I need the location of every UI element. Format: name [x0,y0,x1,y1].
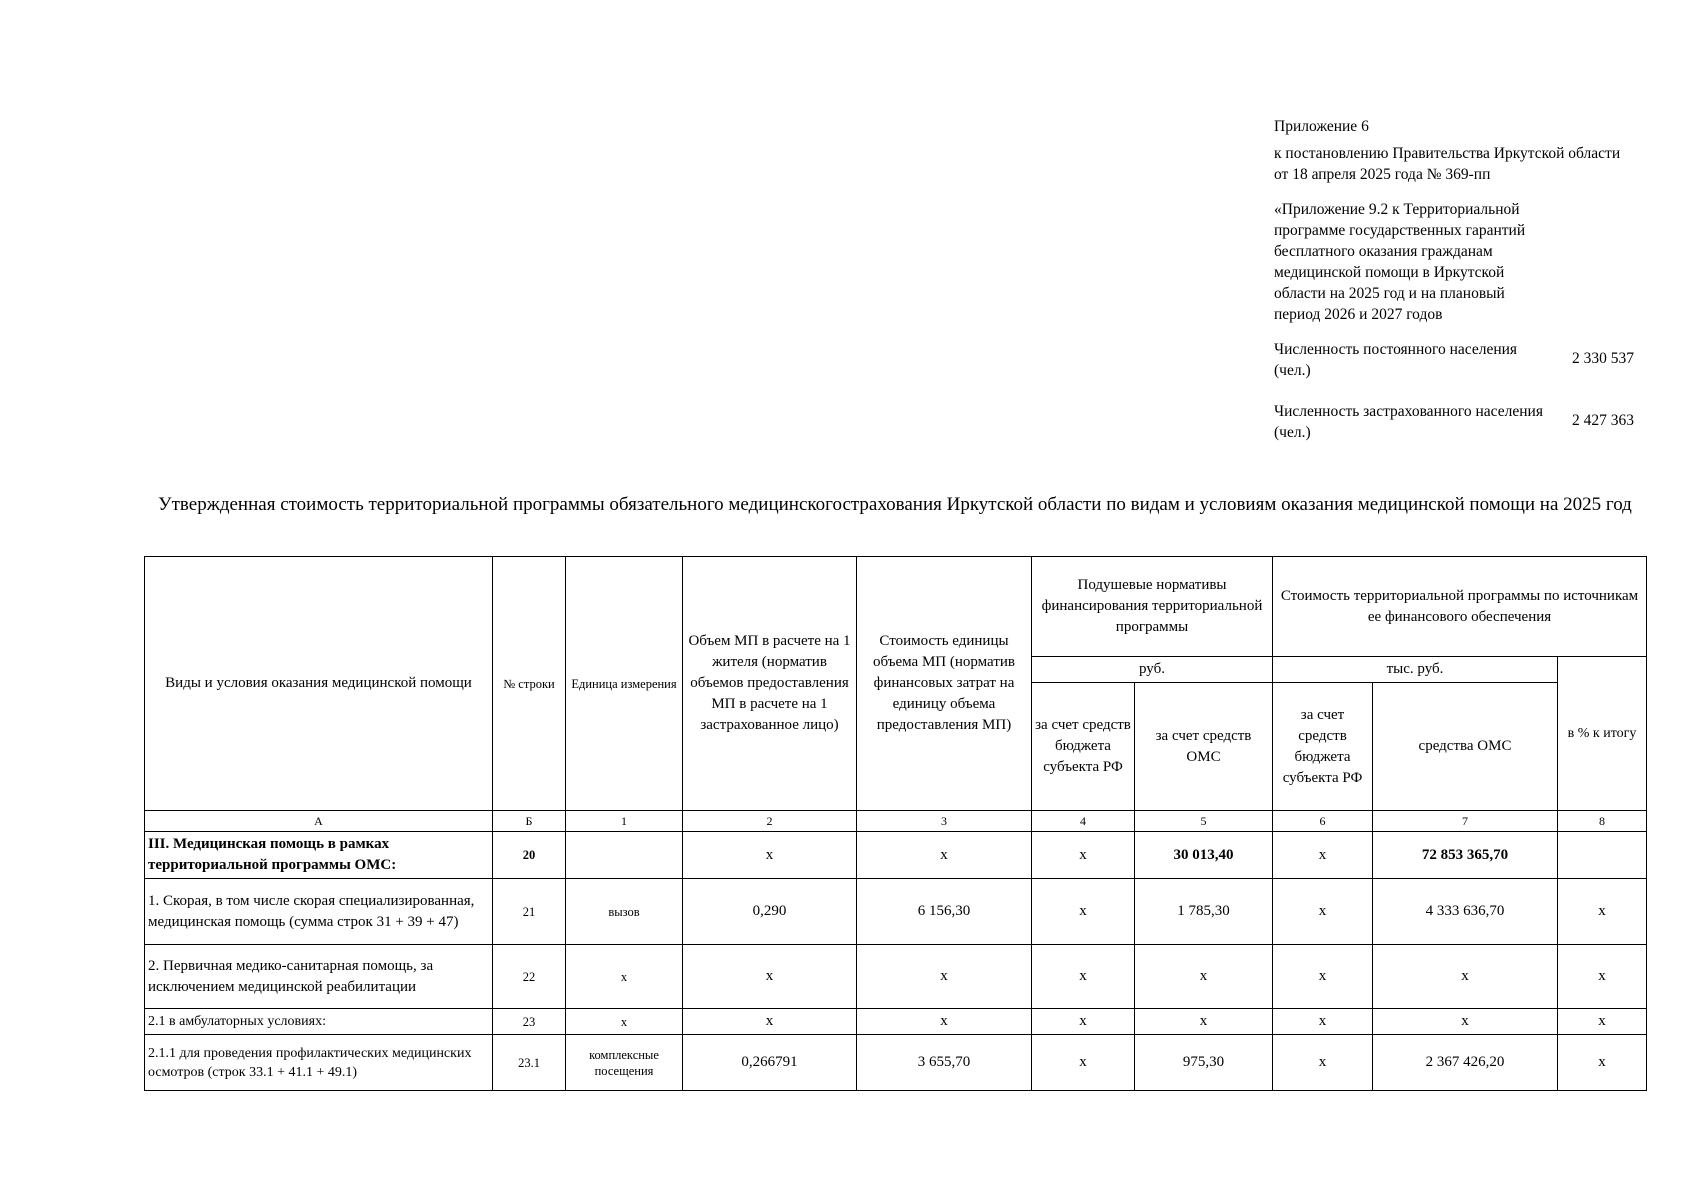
row-percent: х [1558,1035,1647,1091]
row-volume: 0,266791 [683,1035,857,1091]
row-unit-cost: 3 655,70 [857,1035,1032,1091]
row-name: III. Медицинская помощь в рамках территориальной программы ОМС: [145,832,493,879]
row-pr-budget: х [1273,879,1373,945]
header-row-no: № строки [493,557,566,811]
header-volume: Объем МП в расчете на 1 жителя (норматив объемов предоставления МП в расчете на 1 застрахованное лицо) [683,557,857,811]
row-number: 23 [493,1009,566,1035]
row-pc-oms: 1 785,30 [1135,879,1273,945]
row-unit: х [566,945,683,1009]
row-pr-oms: х [1373,1009,1558,1035]
row-volume: х [683,1009,857,1035]
decree-line-1: к постановлению Правительства Иркутской области [1274,145,1621,162]
row-pc-budget: х [1032,1009,1135,1035]
row-pr-oms: х [1373,945,1558,1009]
row-volume: х [683,832,857,879]
header-oms-rub: за счет средств ОМС [1135,683,1273,811]
column-number: 7 [1373,811,1558,832]
row-unit-cost: х [857,1009,1032,1035]
row-pc-budget: х [1032,879,1135,945]
program-reference: «Приложение 9.2 к Территориальной программе государственных гарантий бесплатного оказания гражданам медицинской помощи в Иркутской области на 2025 год и на плановый период 2026 и 2027 годов [1274,201,1526,323]
column-number: А [145,811,493,832]
row-percent [1558,832,1647,879]
row-pr-budget: х [1273,1035,1373,1091]
row-unit [566,832,683,879]
row-pc-budget: х [1032,1035,1135,1091]
row-number: 23.1 [493,1035,566,1091]
row-percent: х [1558,945,1647,1009]
column-number: Б [493,811,566,832]
header-types: Виды и условия оказания медицинской помощи [145,557,493,811]
table-row [145,1009,1647,1035]
row-name: 1. Скорая, в том числе скорая специализированная, медицинская помощь (сумма строк 31 + 39 + 47) [145,879,493,945]
row-unit-cost: х [857,945,1032,1009]
row-percent: х [1558,1009,1647,1035]
header-thous-rub: тыс. руб. [1273,657,1558,683]
column-number: 4 [1032,811,1135,832]
row-pc-budget: х [1032,832,1135,879]
column-number: 6 [1273,811,1373,832]
row-number: 22 [493,945,566,1009]
header-budget-thous: за счет средств бюджета субъекта РФ [1273,683,1373,811]
row-unit: х [566,1009,683,1035]
column-number: 2 [683,811,857,832]
header-unit: Единица измерения [566,557,683,811]
header-budget-rub: за счет средств бюджета субъекта РФ [1032,683,1135,811]
population-label: Численность постоянного населения (чел.) [1274,341,1518,379]
table-row [145,832,1647,879]
column-number: 5 [1135,811,1273,832]
insured-label: Численность застрахованного населения (чел.) [1274,403,1543,441]
row-volume: х [683,945,857,1009]
row-unit-cost: 6 156,30 [857,879,1032,945]
row-pc-oms: 975,30 [1135,1035,1273,1091]
cost-table [144,556,1647,1091]
row-unit: вызов [566,879,683,945]
decree-reference [1274,143,1634,185]
header-oms-thous: средства ОМС [1373,683,1558,811]
population-value: 2 330 537 [1572,350,1634,367]
row-pc-oms: 30 013,40 [1135,832,1273,879]
row-number: 21 [493,879,566,945]
row-pr-budget: х [1273,1009,1373,1035]
appendix-block [1274,116,1634,463]
insured-value: 2 427 363 [1572,412,1634,429]
column-number: 1 [566,811,683,832]
header-unit-cost: Стоимость единицы объема МП (норматив финансовых затрат на единицу объема предоставления МП) [857,557,1032,811]
column-number: 3 [857,811,1032,832]
row-pr-oms: 72 853 365,70 [1373,832,1558,879]
row-unit-cost: х [857,832,1032,879]
row-pr-oms: 2 367 426,20 [1373,1035,1558,1091]
row-unit: комплексные посещения [566,1035,683,1091]
row-pr-budget: х [1273,832,1373,879]
decree-line-2: от 18 апреля 2025 года № 369-пп [1274,166,1491,183]
row-name: 2.1 в амбулаторных условиях: [145,1009,493,1035]
table-row [145,1035,1647,1091]
table-row [145,945,1647,1009]
header-percent: в % к итогу [1558,657,1647,811]
row-volume: 0,290 [683,879,857,945]
row-pc-oms: х [1135,945,1273,1009]
row-pr-oms: 4 333 636,70 [1373,879,1558,945]
header-program-cost: Стоимость территориальной программы по источникам ее финансового обеспечения [1273,557,1647,657]
row-pc-oms: х [1135,1009,1273,1035]
table-row [145,879,1647,945]
page-title: Утвержденная стоимость территориальной программы обязательного медицинскогострахования Иркутской области по видам и условиям оказания медицинской помощи на 2025 год [158,494,1632,515]
row-percent: х [1558,879,1647,945]
row-pc-budget: х [1032,945,1135,1009]
row-number: 20 [493,832,566,879]
population-row [1274,339,1634,381]
header-per-capita: Подушевые нормативы финансирования территориальной программы [1032,557,1273,657]
insured-row [1274,401,1634,443]
row-pr-budget: х [1273,945,1373,1009]
column-number: 8 [1558,811,1647,832]
column-numbers-row [145,811,1647,832]
row-name: 2.1.1 для проведения профилактических медицинских осмотров (строк 33.1 + 41.1 + 49.1) [145,1035,493,1091]
header-rub: руб. [1032,657,1273,683]
appendix-title: Приложение 6 [1274,118,1369,135]
row-name: 2. Первичная медико-санитарная помощь, за исключением медицинской реабилитации [145,945,493,1009]
